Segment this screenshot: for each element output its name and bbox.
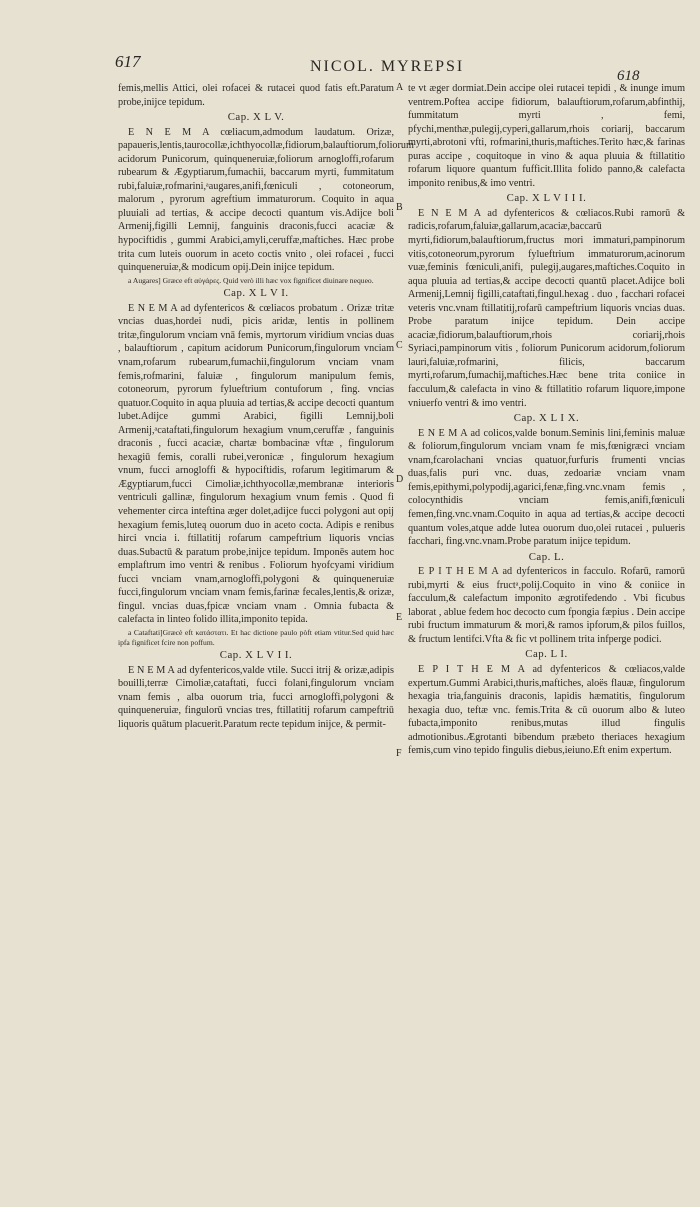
margin-letter-a: A <box>396 82 404 93</box>
left-column <box>118 82 414 732</box>
margin-letter-c: C <box>396 340 403 351</box>
chapter-50-text: E P I T H E M A ad dyfentericos in facculo. Rofarū, ramorū rubi,myrti & eius fructᵃ,polij.Coquito in vino & coniice in facculum,& calefactum imponito ægrotifedendo . Vbi ficubus laborat , ablue fedem hoc decocto cum fpongia fæpius . Dein accipe rubi fructum immaturum & mori,& ramos ipforum,& pilos fuillos, & fructum lentifci.Vfta & fic vt pollinem trita infperge podici. <box>408 566 685 645</box>
right-intro-paragraph: te vt æger dormiat.Dein accipe olei rutacei tepidi , & inunge imum ventrem.Poftea accipe fidiorum, balauftiorum,rofarum,abfinthij, fummitatum myrti , femi, pfychi,menthæ,pulegij,cyperi,gallarum,rhois coriarij, baccarum myrti,abrotoni vfti, rofmarini,thuris,maftiches.Terito hæc,& farinas puras accipe , coquitoque in vino & aqua pluuia & ftillatitio rofarum liquore quantum fufficit.Illita folido panno,& calefacta imponito renibus,& imo ventri. <box>408 83 685 189</box>
chapter-47-text: E N E M A ad dyfentericos,valde vtile. Succi itrij & orizæ,adipis bouilli,terræ Cimoliæ,cataftati, fucci folani,fingulorum vnciam vnam femis , alba ouorum tria, fucci arnogloffi,polygoni & quinqueneruiæ, fingulorū vncias tres, ftillatitij rofarum campeftriū liquoris quātum placuerit.Paratum recte tepidum inijce, & permit- <box>118 664 394 730</box>
page-number-left: 617 <box>115 52 141 71</box>
margin-letter-f: F <box>396 748 402 759</box>
chapter-46-text: E N E M A ad dyfentericos & cœliacos probatum . Orizæ tritæ vncias duas,hordei nudi, picis aridæ, lentis in pollinem tritæ,fingulorum vnciam vnā femis, myrtorum viridium vncias duas , balauftiorum , capitum acidorum Punicorum,fingulorum vnciam vnam,rofarum rubearum,fumachii,fingulorum vnciam vnam femis,rofmarini, faluiæ , fingulorum manipulum femis, cotoneorum, pyrorum fylueftrium contuforum , fing. vncias quatuor.Coquito in aqua pluuia ad tertias,& accipe decocti quantum lubet.Adijce gummi Arabici, figilli Lemnij,boli Armenij,ᵃcataftati,fingulorum hexagium vnum,ceruffæ , fanguinis draconis , fucci acaciæ, chartæ bombacinæ vftæ , fingulorum hexagiū femis, coralli rubei,veronicæ , fingulorum hexagium vnum, fucci arnogloffi & hypociftidis, rofarum legitimarum & Ægyptiarum,fucci Cimoliæ,ichthyocollæ,membranæ interioris ventriculi gallinæ, fingulorum hexagium vnum femis . Quod fi vehementer circa inteftina æger dolet,adijce fucci polygoni aut opij hexagium femis,luteą ouorum duo in aceto cocta. Adipis e renibus hirci vncia i. ftillatitij rofarum campeftrium liquoris vncias duas.Subactū & paratum probe,inijce tepidum. Imponēs autem hoc emplaftrum imo ventri & renibus . Foliorum hyofcyami viridium fucci vnciam vnam,arnogloffi,polygoni & quinqueneruiæ fucci,fingulorum vnciam vnam femis,farinæ fecales,lentis,& orizæ, fingul. vncias duas,fpicæ vnciam vnam . Omnia fubacta & calefacta in linteo folido illita,imponito tepida. <box>118 302 394 626</box>
chapter-49-heading: Cap. X L I X. <box>513 412 580 425</box>
chapter-48-text: E N E M A ad dyfentericos & cœliacos.Rubi ramorū & radicis,rofarum,faluiæ,gallarum,acaciæ,baccarū myrti,fidiorum,balauftiorum,fructus mori immaturi,pampinorum vitis,cotoneorum,pyrorum fylueftrium immaturorum,acinorum vuæ,feminis fœniculi,anifi, pulegij,augares,maftiches.Coquito in aqua pluuia ad tertias,& accipe decocti quantū placet.Adijce boli Armenij,Lemnij figilli,cataftati,fingul.hexag . duo , facchari rofacei veteris vnc.vnam ftillatitij,rofarū campeftrium liquoris vncias duas. Probe paratum inijce tepidum. Dein accipe acaciæ,fidiorum,balauftiorum,rhois coriarij,rhois Syriaci,pampinorum vitis , foliorum Punicorum acidorum,foliorum lauri,faluiæ,rofmarini, filicis, baccarum myrti,rofarum,fumachij,maftiches.Hæc bene trita coniice in facculum,& calefacta in vino & ftillatitio rofarum liquore,impone vniuerfo ventri & imo ventri. <box>408 207 685 409</box>
footnote-catastati: a Cataftati]Græcè eft κατάστατι. Et hac dictione paulo pòft etiam vtitur.Sed quid hæc ipfa fignificet fcire non poffum. <box>118 627 394 647</box>
chapter-47-heading: Cap. X L V I I. <box>219 649 293 662</box>
margin-letter-e: E <box>396 612 403 623</box>
chapter-49-text: E N E M A ad colicos,valde bonum.Seminis lini,feminis maluæ & foliorum,fingulorum vnciam vnam fe mis,fœnigræci vnciam vnam,fcarolachani vncias quatuor,furfuris frumenti vncias duas,falis puri vnc. duas, zedoariæ vnciam vnam femis,epithymi,polypodij,agarici,fenæ,fing.vnc.vnam femis , colocynthidis vnciam femis,anifi,fœniculi femen,fing.vnc.vnam.Coquito in aqua ad tertias,& accipe decocti quantum voles,atque adde lutea ouorum duo,olei rutacei , pulueris facchari, fing.vnc.vnam.Probe paratum inijce tepidum. <box>408 427 685 548</box>
margin-letter-b: B <box>396 202 403 213</box>
chapter-45-heading: Cap. X L V. <box>227 111 285 124</box>
chapter-45-text: E N E M A cœliacum,admodum laudatum. Orizæ, papaueris,lentis,taurocollæ,ichthyocollæ,fidiorum,balauftiorum,foliorum acidorum Punicorum, quinqueneruiæ,foliorum arnogloffi,rofarum rubearum & Ægyptiarum,fumachii, baccarum myrti, fummitatum rubi,faluiæ,rofmarini,ᵃaugares,anifi,fœniculi , cotoneorum, malorum , pyrorum agreftium immaturorum. Coquito in aqua pluuiali ad tertias, & accipe decocti quantum vis.Adijce boli Armenij,figilli Lemnij, fanguinis draconis,fucci acaciæ & hypociftidis , gummi Arabici,amyli,ceruffæ,maftiches. Hæc probe trita cum luteis ouorum in aceto coctis vnito , olei rofacei , fucci quinqueneruiæ,& modicum opij.Dein inijce tepidum. <box>118 126 414 274</box>
footnote-augares: a Augares] Græce eft αὐγάρες. Quid verò illi hæc vox fignificet diuinare nequeo. <box>128 275 374 285</box>
margin-letter-d: D <box>396 474 404 485</box>
chapter-48-heading: Cap. X L V I I I. <box>506 192 587 205</box>
chapter-51-heading: Cap. L I. <box>525 648 568 661</box>
running-title: NICOL. MYREPSI <box>310 58 465 75</box>
chapter-46-heading: Cap. X L V I. <box>223 287 289 300</box>
left-intro-paragraph: femis,mellis Attici, olei rofacei & rutacei quod fatis eft.Paratum probe,inijce tepidum. <box>118 83 394 108</box>
chapter-50-heading: Cap. L. <box>528 550 565 563</box>
chapter-51-text: E P I T H E M A ad dyfentericos & cœliacos,valde expertum.Gummi Arabici,thuris,maftiches, aloës flauæ, fingulorum hexagia tria,fanguinis draconis, lapidis hæmatitis, fingulorum hexagia duo, teftæ vnc. femis.Trita & cū ouorum albo & luteo fubacta,imponito renibus,mutas illud fingulis admotionibus.Ægrotanti bibendum præbeto theriaces hexagium femis,cum vino tepido fingulis diebus,ieiuno.Eft enim expertum. <box>408 663 685 757</box>
right-column <box>408 82 685 759</box>
page-number-right: 618 <box>617 68 640 84</box>
